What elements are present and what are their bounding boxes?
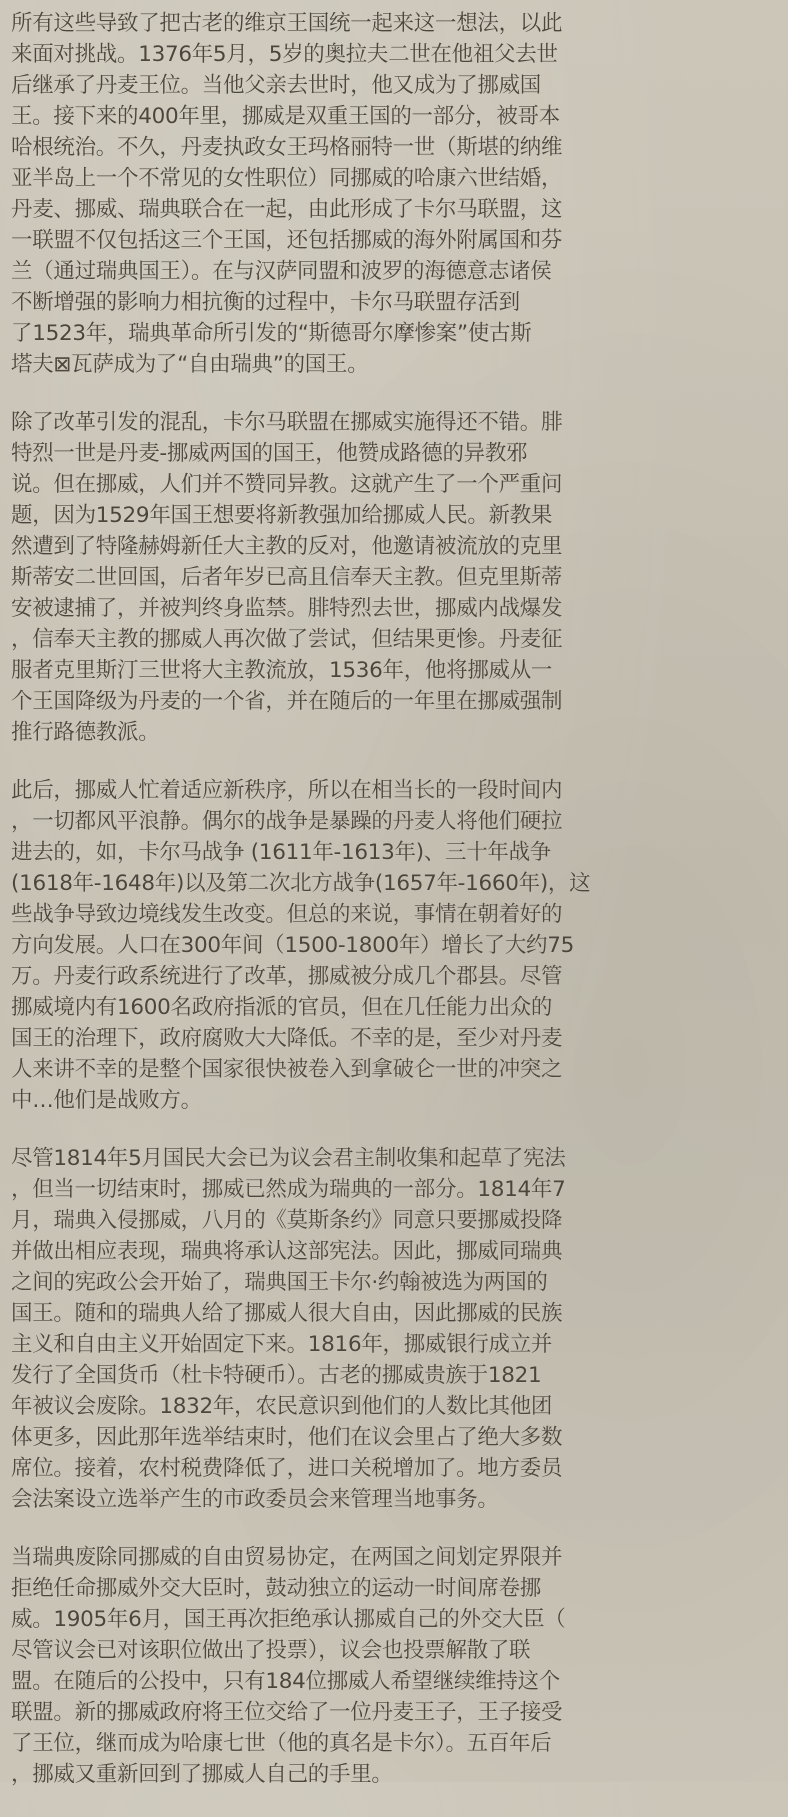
text-line: 王。接下来的400年里，挪威是双重王国的一部分，被哥本 <box>11 104 560 129</box>
text-line: 安被逮捕了，并被判终身监禁。腓特烈去世，挪威内战爆发 <box>11 596 563 621</box>
text-line: (1618年-1648年)以及第二次北方战争(1657年-1660年)，这 <box>11 871 591 896</box>
text-line: 亚半岛上一个不常见的女性职位）同挪威的哈康六世结婚， <box>11 166 563 191</box>
paragraph-5 <box>11 1542 779 1790</box>
text-line: 当瑞典废除同挪威的自由贸易协定，在两国之间划定界限并 <box>11 1545 563 1570</box>
text-line: 月，瑞典入侵挪威，八月的《莫斯条约》同意只要挪威投降 <box>11 1208 563 1233</box>
paragraph-3 <box>11 775 779 1116</box>
text-line: 斯蒂安二世回国，后者年岁已高且信奉天主教。但克里斯蒂 <box>11 565 563 590</box>
text-line: 尽管1814年5月国民大会已为议会君主制收集和起草了宪法 <box>11 1146 566 1171</box>
text-line: 推行路德教派。 <box>11 720 160 745</box>
text-line: ，挪威又重新回到了挪威人自己的手里。 <box>11 1762 393 1787</box>
text-line: 联盟。新的挪威政府将王位交给了一位丹麦王子，王子接受 <box>11 1700 563 1725</box>
text-line: 国王的治理下，政府腐败大大降低。不幸的是，至少对丹麦 <box>11 1026 563 1051</box>
text-line: 中…他们是战败方。 <box>11 1088 202 1113</box>
text-line: 哈根统治。不久，丹麦执政女王玛格丽特一世（斯堪的纳维 <box>11 135 563 160</box>
text-line: 万。丹麦行政系统进行了改革，挪威被分成几个郡县。尽管 <box>11 964 563 989</box>
text-line: 体更多，因此那年选举结束时，他们在议会里占了绝大多数 <box>11 1425 563 1450</box>
text-line: 了王位，继而成为哈康七世（他的真名是卡尔）。五百年后 <box>11 1731 552 1756</box>
text-line: 主义和自由主义开始固定下来。1816年，挪威银行成立并 <box>11 1332 553 1357</box>
text-line: ，信奉天主教的挪威人再次做了尝试，但结果更惨。丹麦征 <box>11 627 563 652</box>
paragraph-2 <box>11 407 779 748</box>
text-line: 发行了全国货币（杜卡特硬币）。古老的挪威贵族于1821 <box>11 1363 542 1388</box>
text-line: 席位。接着，农村税费降低了，进口关税增加了。地方委员 <box>11 1456 563 1481</box>
text-line: 尽管议会已对该职位做出了投票），议会也投票解散了联 <box>11 1638 531 1663</box>
text-line: 一联盟不仅包括这三个王国，还包括挪威的海外附属国和芬 <box>11 228 563 253</box>
paragraph-4 <box>11 1143 779 1515</box>
text-line: 人来讲不幸的是整个国家很快被卷入到拿破仑一世的冲突之 <box>11 1057 563 1082</box>
text-line: 此后，挪威人忙着适应新秩序，所以在相当长的一段时间内 <box>11 778 563 803</box>
text-line: 进去的，如，卡尔马战争 (1611年-1613年)、三十年战争 <box>11 840 552 865</box>
text-line: 然遭到了特隆赫姆新任大主教的反对，他邀请被流放的克里 <box>11 534 563 559</box>
text-line: 之间的宪政公会开始了，瑞典国王卡尔·约翰被选为两国的 <box>11 1270 548 1295</box>
text-line: 所有这些导致了把古老的维京王国统一起来这一想法，以此 <box>11 11 563 36</box>
text-line: 塔夫⊠瓦萨成为了“自由瑞典”的国王。 <box>11 352 369 377</box>
text-line: 兰（通过瑞典国王）。在与汉萨同盟和波罗的海德意志诸侯 <box>11 259 552 284</box>
text-line: 题，因为1529年国王想要将新教强加给挪威人民。新教果 <box>11 503 553 528</box>
text-line: 会法案设立选举产生的市政委员会来管理当地事务。 <box>11 1487 499 1512</box>
text-line: 特烈一世是丹麦-挪威两国的国王，他赞成路德的异教邪 <box>11 441 528 466</box>
text-line: 并做出相应表现，瑞典将承认这部宪法。因此，挪威同瑞典 <box>11 1239 563 1264</box>
text-line: 国王。随和的瑞典人给了挪威人很大自由，因此挪威的民族 <box>11 1301 563 1326</box>
text-line: 来面对挑战。1376年5月，5岁的奥拉夫二世在他祖父去世 <box>11 42 558 67</box>
paragraph-1 <box>11 8 779 380</box>
text-line: 后继承了丹麦王位。当他父亲去世时，他又成为了挪威国 <box>11 73 542 98</box>
text-line: 个王国降级为丹麦的一个省，并在随后的一年里在挪威强制 <box>11 689 563 714</box>
text-line: ，但当一切结束时，挪威已然成为瑞典的一部分。1814年7 <box>11 1177 566 1202</box>
text-line: 威。1905年6月，国王再次拒绝承认挪威自己的外交大臣（ <box>11 1607 566 1632</box>
text-line: 年被议会废除。1832年，农民意识到他们的人数比其他团 <box>11 1394 553 1419</box>
text-line: 方向发展。人口在300年间（1500-1800年）增长了大约75 <box>11 933 574 958</box>
text-line: 说。但在挪威，人们并不赞同异教。这就产生了一个严重问 <box>11 472 563 497</box>
text-line: 了1523年，瑞典革命所引发的“斯德哥尔摩惨案”使古斯 <box>11 321 532 346</box>
text-line: 些战争导致边境线发生改变。但总的来说，事情在朝着好的 <box>11 902 563 927</box>
text-line: ，一切都风平浪静。偶尔的战争是暴躁的丹麦人将他们硬拉 <box>11 809 563 834</box>
text-line: 除了改革引发的混乱，卡尔马联盟在挪威实施得还不错。腓 <box>11 410 563 435</box>
text-line: 拒绝任命挪威外交大臣时，鼓动独立的运动一时间席卷挪 <box>11 1576 542 1601</box>
article-body <box>11 8 779 1817</box>
text-line: 丹麦、挪威、瑞典联合在一起，由此形成了卡尔马联盟，这 <box>11 197 563 222</box>
text-line: 挪威境内有1600名政府指派的官员，但在几任能力出众的 <box>11 995 553 1020</box>
text-line: 不断增强的影响力相抗衡的过程中，卡尔马联盟存活到 <box>11 290 520 315</box>
text-line: 盟。在随后的公投中，只有184位挪威人希望继续维持这个 <box>11 1669 560 1694</box>
text-line: 服者克里斯汀三世将大主教流放，1536年，他将挪威从一 <box>11 658 553 683</box>
